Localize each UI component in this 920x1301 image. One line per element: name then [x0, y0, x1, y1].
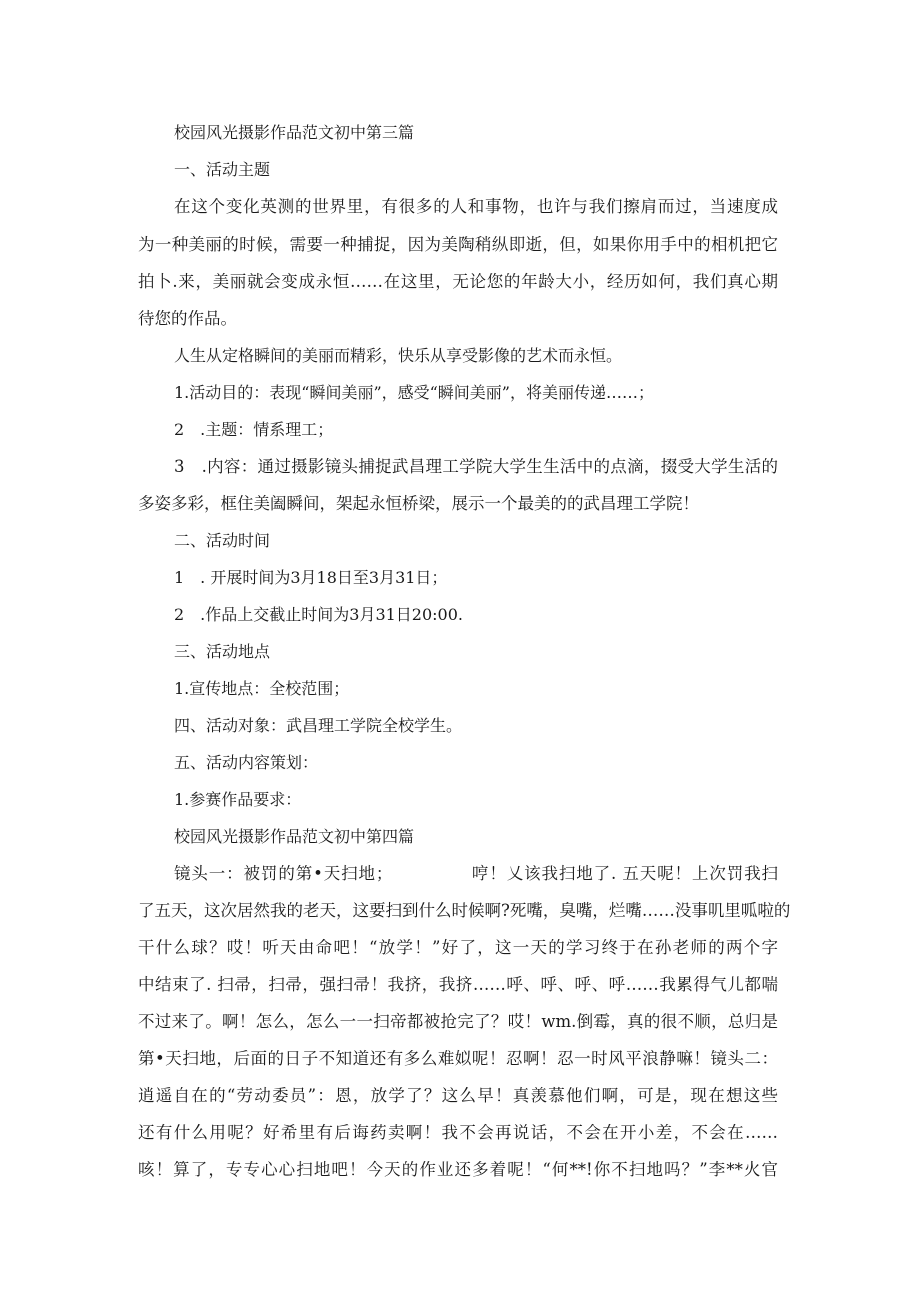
paragraph-line: 干什么球？哎！听天由命吧！“放学！”好了，这一天的学习终于在孙老师的两个字 — [138, 938, 778, 957]
paragraph-line: 了五天，这次居然我的老天，这要扫到什么时候啊?死嘴，臭嘴，烂嘴……没事叽里呱啦的 — [138, 901, 791, 920]
list-item: 1.活动目的：表现“瞬间美丽”，感受“瞬间美丽”，将美丽传递……； — [174, 383, 654, 402]
paragraph-line: 拍卜.来，美丽就会变成永恒……在这里，无论您的年龄大小，经历如何，我们真心期 — [138, 272, 778, 291]
list-item: 1.参赛作品要求： — [174, 790, 302, 809]
heading-activity-time: 二、活动时间 — [174, 531, 271, 550]
paragraph-line: 待您的作品。 — [138, 309, 237, 328]
paragraph-line: 多姿多彩，框住美阖瞬间，架起永恒桥梁，展示一个最美的的武昌理工学院！ — [138, 494, 699, 513]
list-item: 3 .内容：通过摄影镜头捕捉武昌理工学院大学生生活中的点滴，掇受大学生活的 — [174, 457, 778, 476]
paragraph-line: 为一种美丽的时候，需要一种捕捉，因为美陶稍纵即逝，但，如果你用手中的相机把它 — [138, 235, 778, 254]
paragraph-line: 在这个变化英测的世界里，有很多的人和事物，也许与我们擦肩而过，当速度成 — [174, 197, 778, 216]
list-item: 1.宣传地点：全校范围； — [174, 679, 350, 698]
list-item: 1 . 开展时间为3月18日至3月31日； — [174, 568, 448, 587]
list-item: 2 .主题：情系理工； — [174, 420, 334, 439]
list-item: 2 .作品上交截止时间为3月31日20:00. — [174, 605, 464, 624]
paragraph-line: 镜头一：被罚的第•天扫地； 哼！乂该我扫地了. 五天呢！上次罚我扫 — [174, 864, 778, 883]
paragraph-line: 还有什么用呢？好希里有后诲药卖啊！我不会再说话，不会在开小差，不会在…… — [138, 1123, 778, 1142]
paragraph-line: 逍遥自在的“劳动委员”：恩，放学了？这么早！真羡慕他们啊，可是，现在想这些 — [138, 1086, 778, 1105]
paragraph-line: 人生从定格瞬间的美丽而精彩，快乐从享受影像的艺术而永恒。 — [174, 346, 623, 365]
paragraph-line: 第•天扫地，后面的日子不知道还有多么难姒呢！忍啊！忍一时风平浪静嘛！镜头二： — [138, 1049, 778, 1068]
paragraph-line: 咳！算了，专专心心扫地吧！今天的作业还多着呢！“何**!你不扫地吗？”李**火官 — [138, 1160, 778, 1179]
heading-activity-location: 三、活动地点 — [174, 642, 271, 661]
heading-activity-theme: 一、活动主题 — [174, 160, 271, 179]
paragraph-line: 不过来了。啊！怎么，怎么一一扫帝都被抢完了？哎！wm.倒霉，真的很不顺，总归是 — [138, 1012, 778, 1031]
section-four-title: 校园风光摄影作品范文初中第四篇 — [174, 827, 415, 846]
heading-activity-target: 四、活动对象：武昌理工学院全校学生。 — [174, 716, 463, 735]
heading-activity-plan: 五、活动内容策划： — [174, 753, 319, 772]
section-three-title: 校园风光摄影作品范文初中第三篇 — [174, 123, 415, 142]
paragraph-line: 中结束了. 扫帚，扫帚，强扫帚！我挤，我挤……呼、呼、呼、呼……我累得气儿都喘 — [138, 975, 778, 994]
